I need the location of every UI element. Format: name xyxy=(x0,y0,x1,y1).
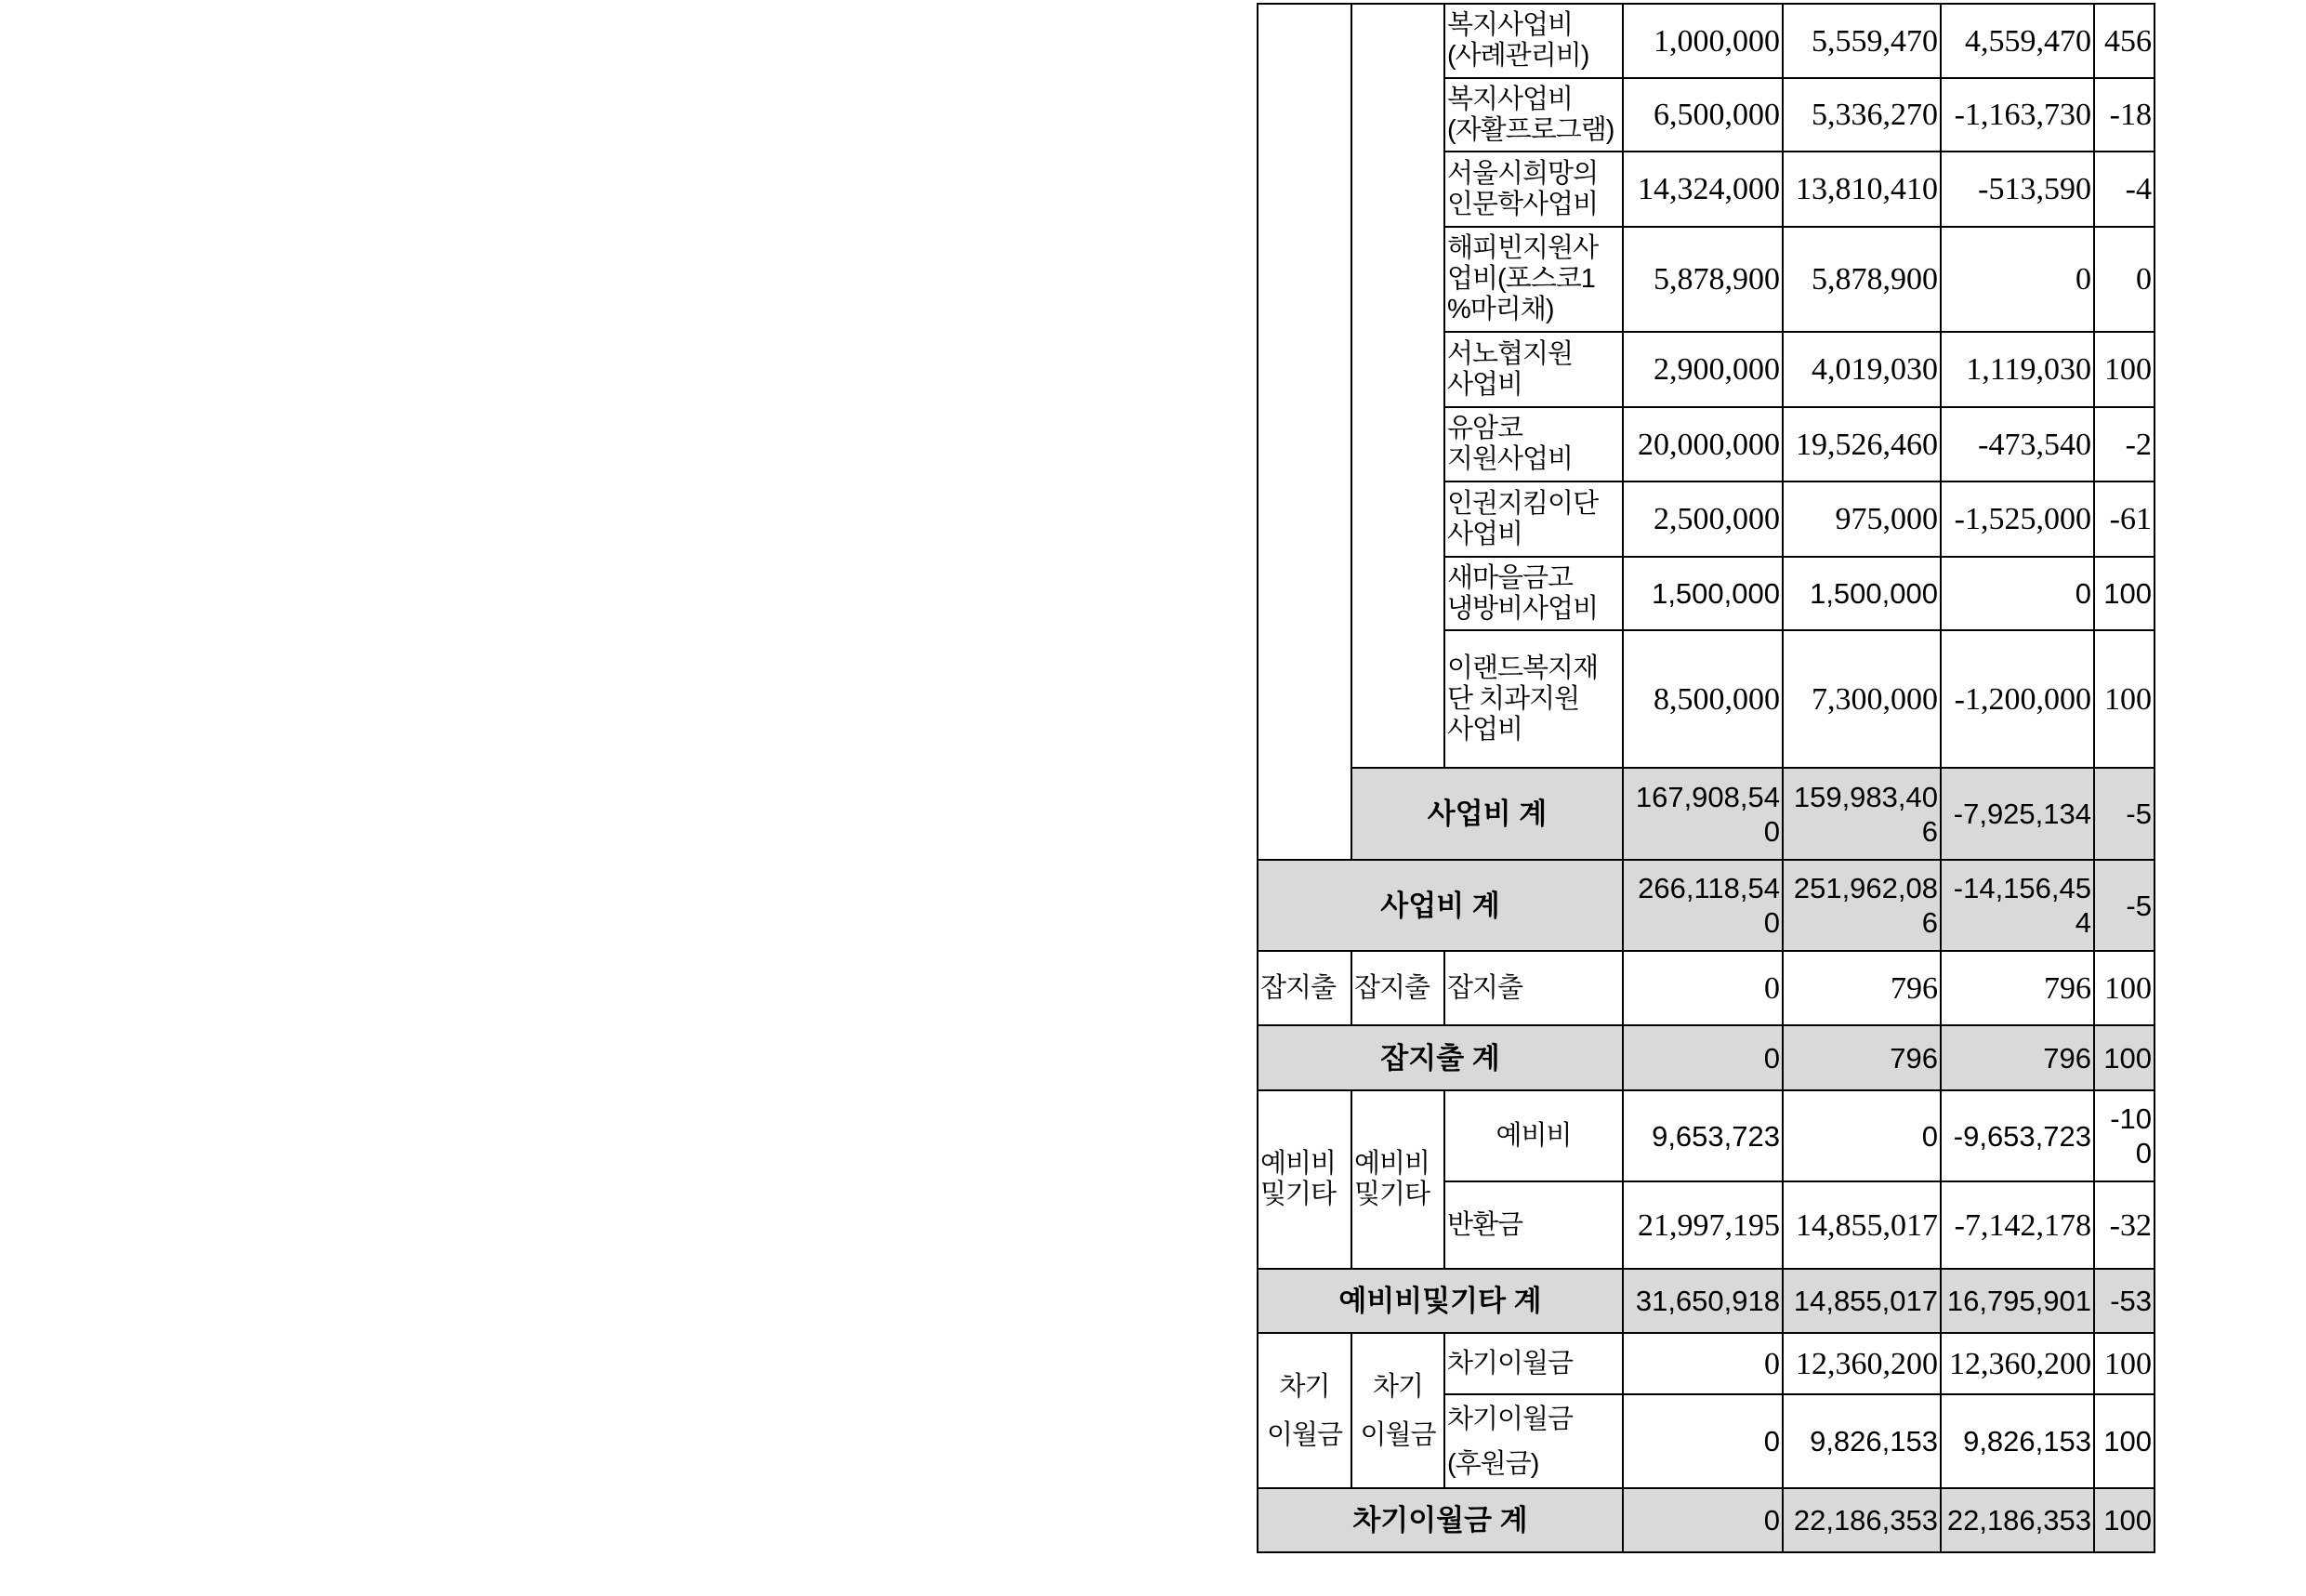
budget-cell: 14,324,000 xyxy=(1623,152,1783,227)
gwan-label: 예비비 및기타 xyxy=(1258,1090,1351,1269)
hang-label: 차기 이월금 xyxy=(1351,1333,1444,1488)
actual-cell: 5,336,270 xyxy=(1783,78,1941,152)
merged-gwan-cell xyxy=(1258,4,1351,860)
item-label: 이랜드복지재 단 치과지원 사업비 xyxy=(1444,630,1623,768)
budget-cell: 1,500,000 xyxy=(1623,557,1783,630)
budget-cell: 5,878,900 xyxy=(1623,227,1783,332)
percent-cell: -5 xyxy=(2094,860,2154,951)
actual-cell: 975,000 xyxy=(1783,481,1941,557)
budget-cell: 0 xyxy=(1623,951,1783,1025)
percent-cell: 100 xyxy=(2094,1333,2154,1394)
percent-cell: 456 xyxy=(2094,4,2154,78)
item-label: 서노협지원 사업비 xyxy=(1444,332,1623,407)
table-row xyxy=(1258,4,2154,78)
budget-settlement-table xyxy=(1257,3,2155,1553)
item-label: 복지사업비 (사례관리비) xyxy=(1444,4,1623,78)
actual-cell: 13,810,410 xyxy=(1783,152,1941,227)
actual-cell: 5,559,470 xyxy=(1783,4,1941,78)
carryover-total-label: 차기이월금 계 xyxy=(1258,1488,1623,1552)
table-body xyxy=(1258,4,2154,1552)
difference-cell: -7,925,134 xyxy=(1941,768,2094,860)
hang-label: 예비비 및기타 xyxy=(1351,1090,1444,1269)
gwan-label: 차기 이월금 xyxy=(1258,1333,1351,1488)
total-row xyxy=(1258,1025,2154,1090)
actual-cell: 796 xyxy=(1783,951,1941,1025)
item-label: 예비비 xyxy=(1444,1090,1623,1181)
hang-label: 잡지출 xyxy=(1351,951,1444,1025)
budget-cell: 21,997,195 xyxy=(1623,1181,1783,1269)
budget-cell: 0 xyxy=(1623,1025,1783,1090)
difference-cell: -1,163,730 xyxy=(1941,78,2094,152)
difference-cell: 796 xyxy=(1941,951,2094,1025)
actual-cell: 1,500,000 xyxy=(1783,557,1941,630)
subtotal-row xyxy=(1258,768,2154,860)
item-label: 복지사업비 (자활프로그램) xyxy=(1444,78,1623,152)
item-label: 유암코 지원사업비 xyxy=(1444,407,1623,481)
percent-cell: -100 xyxy=(2094,1090,2154,1181)
actual-cell: 19,526,460 xyxy=(1783,407,1941,481)
item-label: 해피빈지원사 업비(포스코1 %마리채) xyxy=(1444,227,1623,332)
item-label: 차기이월금 xyxy=(1444,1333,1623,1394)
percent-cell: 100 xyxy=(2094,557,2154,630)
difference-cell: -9,653,723 xyxy=(1941,1090,2094,1181)
difference-cell: 0 xyxy=(1941,557,2094,630)
actual-cell: 12,360,200 xyxy=(1783,1333,1941,1394)
percent-cell: 100 xyxy=(2094,630,2154,768)
actual-cell: 22,186,353 xyxy=(1783,1488,1941,1552)
difference-cell: -14,156,454 xyxy=(1941,860,2094,951)
percent-cell: 0 xyxy=(2094,227,2154,332)
difference-cell: 9,826,153 xyxy=(1941,1394,2094,1488)
actual-cell: 14,855,017 xyxy=(1783,1269,1941,1333)
item-label: 새마을금고 냉방비사업비 xyxy=(1444,557,1623,630)
budget-cell: 0 xyxy=(1623,1488,1783,1552)
actual-cell: 251,962,086 xyxy=(1783,860,1941,951)
percent-cell: -18 xyxy=(2094,78,2154,152)
difference-cell: -1,200,000 xyxy=(1941,630,2094,768)
misc-total-label: 잡지출 계 xyxy=(1258,1025,1623,1090)
percent-cell: -5 xyxy=(2094,768,2154,860)
difference-cell: 12,360,200 xyxy=(1941,1333,2094,1394)
actual-cell: 9,826,153 xyxy=(1783,1394,1941,1488)
program-total-label: 사업비 계 xyxy=(1258,860,1623,951)
budget-cell: 0 xyxy=(1623,1333,1783,1394)
percent-cell: 100 xyxy=(2094,1025,2154,1090)
difference-cell: -513,590 xyxy=(1941,152,2094,227)
difference-cell: -473,540 xyxy=(1941,407,2094,481)
percent-cell: 100 xyxy=(2094,1394,2154,1488)
budget-cell: 167,908,540 xyxy=(1623,768,1783,860)
budget-cell: 2,900,000 xyxy=(1623,332,1783,407)
percent-cell: -4 xyxy=(2094,152,2154,227)
budget-cell: 266,118,540 xyxy=(1623,860,1783,951)
total-row xyxy=(1258,1269,2154,1333)
percent-cell: -61 xyxy=(2094,481,2154,557)
item-label: 반환금 xyxy=(1444,1181,1623,1269)
percent-cell: 100 xyxy=(2094,332,2154,407)
difference-cell: 4,559,470 xyxy=(1941,4,2094,78)
merged-hang-cell xyxy=(1351,4,1444,768)
actual-cell: 14,855,017 xyxy=(1783,1181,1941,1269)
item-label: 서울시희망의 인문학사업비 xyxy=(1444,152,1623,227)
budget-cell: 9,653,723 xyxy=(1623,1090,1783,1181)
actual-cell: 159,983,406 xyxy=(1783,768,1941,860)
table-row xyxy=(1258,1090,2154,1181)
difference-cell: -7,142,178 xyxy=(1941,1181,2094,1269)
item-label: 차기이월금 (후원금) xyxy=(1444,1394,1623,1488)
budget-cell: 31,650,918 xyxy=(1623,1269,1783,1333)
budget-cell: 6,500,000 xyxy=(1623,78,1783,152)
budget-cell: 20,000,000 xyxy=(1623,407,1783,481)
table-row xyxy=(1258,951,2154,1025)
actual-cell: 7,300,000 xyxy=(1783,630,1941,768)
actual-cell: 0 xyxy=(1783,1090,1941,1181)
percent-cell: -32 xyxy=(2094,1181,2154,1269)
reserve-total-label: 예비비및기타 계 xyxy=(1258,1269,1623,1333)
total-row xyxy=(1258,860,2154,951)
budget-cell: 8,500,000 xyxy=(1623,630,1783,768)
budget-cell: 2,500,000 xyxy=(1623,481,1783,557)
percent-cell: -53 xyxy=(2094,1269,2154,1333)
program-subtotal-label: 사업비 계 xyxy=(1351,768,1623,860)
budget-cell: 1,000,000 xyxy=(1623,4,1783,78)
difference-cell: 22,186,353 xyxy=(1941,1488,2094,1552)
difference-cell: 796 xyxy=(1941,1025,2094,1090)
actual-cell: 4,019,030 xyxy=(1783,332,1941,407)
table-row xyxy=(1258,1333,2154,1394)
actual-cell: 5,878,900 xyxy=(1783,227,1941,332)
budget-cell: 0 xyxy=(1623,1394,1783,1488)
percent-cell: 100 xyxy=(2094,951,2154,1025)
percent-cell: -2 xyxy=(2094,407,2154,481)
difference-cell: 0 xyxy=(1941,227,2094,332)
total-row xyxy=(1258,1488,2154,1552)
difference-cell: 16,795,901 xyxy=(1941,1269,2094,1333)
difference-cell: -1,525,000 xyxy=(1941,481,2094,557)
gwan-label: 잡지출 xyxy=(1258,951,1351,1025)
item-label: 인권지킴이단 사업비 xyxy=(1444,481,1623,557)
difference-cell: 1,119,030 xyxy=(1941,332,2094,407)
actual-cell: 796 xyxy=(1783,1025,1941,1090)
item-label: 잡지출 xyxy=(1444,951,1623,1025)
percent-cell: 100 xyxy=(2094,1488,2154,1552)
